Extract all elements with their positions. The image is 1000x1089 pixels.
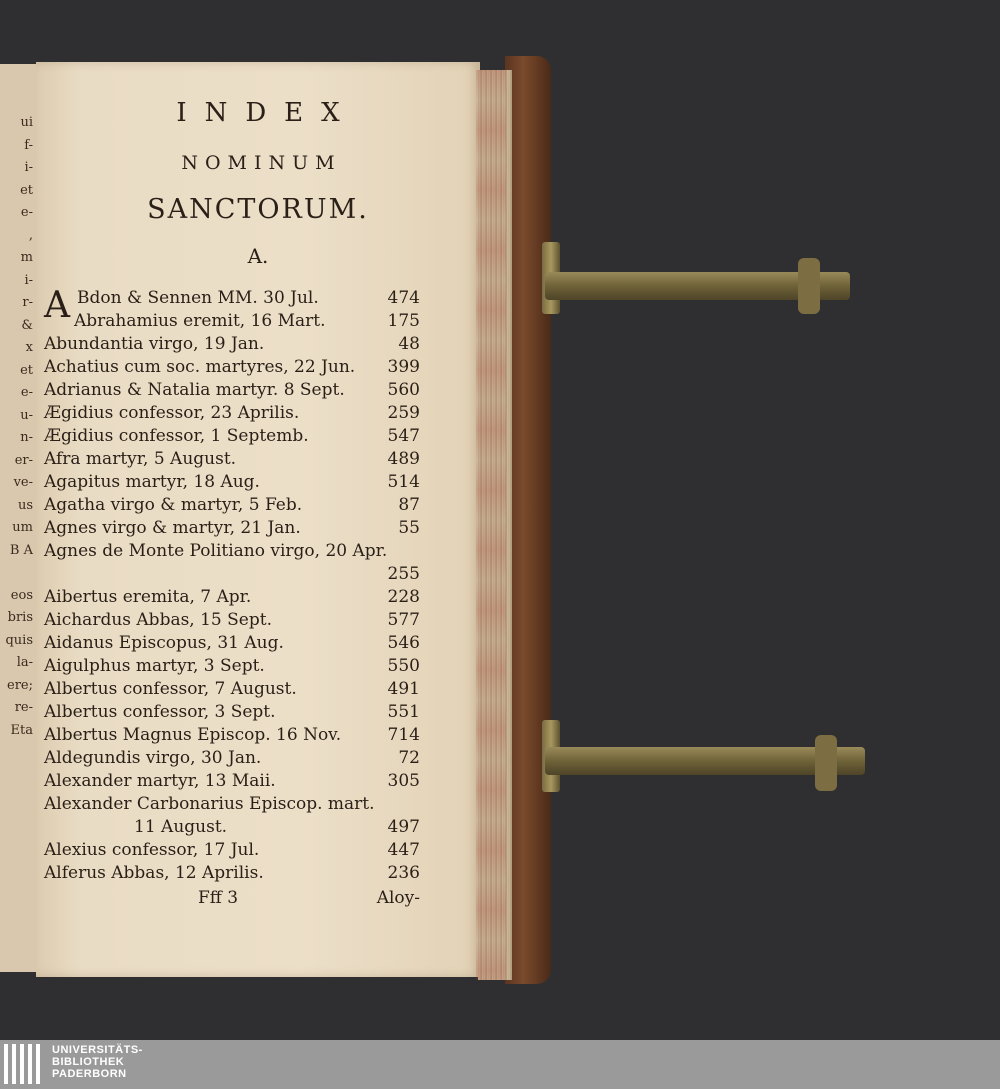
entry-name: Alexius confessor, 17 Jul.: [44, 840, 260, 860]
index-entry-list: [44, 287, 420, 885]
entry-page-number: 87: [398, 495, 420, 515]
entry-page-number: 55: [398, 518, 420, 538]
index-entry: [44, 448, 420, 471]
index-entry: [44, 586, 420, 609]
index-entry: [44, 310, 420, 333]
entry-name: Agapitus martyr, 18 Aug.: [44, 472, 260, 492]
page-edges-tint: [476, 70, 506, 980]
signature-mark: Fff 3: [198, 888, 239, 908]
entry-name: Aigulphus martyr, 3 Sept.: [44, 656, 265, 676]
index-entry: [44, 747, 420, 770]
entry-name: Aidanus Episcopus, 31 Aug.: [44, 633, 284, 653]
entry-page-number: 447: [387, 840, 420, 860]
entry-page-number: 514: [387, 472, 420, 492]
index-entry: [44, 540, 420, 563]
library-logo-icon: [4, 1044, 44, 1084]
entry-name: Agnes virgo & martyr, 21 Jan.: [44, 518, 301, 538]
entry-page-number: 551: [387, 702, 420, 722]
entry-page-number: 305: [387, 771, 420, 791]
index-entry: [44, 793, 420, 816]
entry-name: Albertus confessor, 3 Sept.: [44, 702, 276, 722]
entry-name: Alexander Carbonarius Episcop. mart.: [44, 794, 375, 814]
entry-page-number: 560: [387, 380, 420, 400]
entry-page-number: 474: [387, 288, 420, 308]
entry-name: Aichardus Abbas, 15 Sept.: [44, 610, 272, 630]
clasp-top-end: [798, 258, 820, 314]
index-entry: [44, 402, 420, 425]
entry-page-number: 236: [387, 863, 420, 883]
entry-name: Agatha virgo & martyr, 5 Feb.: [44, 495, 303, 515]
index-entry: [44, 770, 420, 793]
entry-name: Albertus Magnus Episcop. 16 Nov.: [44, 725, 342, 745]
entry-name: Alexander martyr, 13 Maii.: [44, 771, 276, 791]
index-entry: [44, 471, 420, 494]
library-banner: [0, 1040, 1000, 1089]
index-entry: [44, 724, 420, 747]
index-entry: [44, 655, 420, 678]
index-entry: [44, 517, 420, 540]
index-entry: [44, 839, 420, 862]
entry-page-number: 547: [387, 426, 420, 446]
entry-page-number: 497: [387, 817, 420, 837]
entry-name: Abrahamius eremit, 16 Mart.: [74, 311, 326, 331]
catchword: Aloy-: [376, 888, 420, 908]
entry-page-number: 714: [387, 725, 420, 745]
entry-page-number: 399: [387, 357, 420, 377]
drop-cap: A: [44, 285, 70, 326]
index-subtitle-2: SANCTORUM.: [147, 194, 369, 225]
index-entry: [44, 287, 420, 310]
clasp-bottom-end: [815, 735, 837, 791]
entry-page-number: 550: [387, 656, 420, 676]
entry-name: Abundantia virgo, 19 Jan.: [44, 334, 265, 354]
index-entry: [44, 494, 420, 517]
entry-name: Ægidius confessor, 23 Aprilis.: [44, 403, 300, 423]
index-entry: [44, 632, 420, 655]
index-entry: [44, 333, 420, 356]
index-entry: [44, 425, 420, 448]
entry-name: Achatius cum soc. martyres, 22 Jun.: [44, 357, 356, 377]
index-entry: [44, 862, 420, 885]
entry-page-number: 259: [387, 403, 420, 423]
index-entry: [44, 678, 420, 701]
entry-name: Agnes de Monte Politiano virgo, 20 Apr.: [44, 541, 388, 561]
entry-name: Aldegundis virgo, 30 Jan.: [44, 748, 262, 768]
index-title: INDEX: [176, 98, 358, 128]
entry-name: Aibertus eremita, 7 Apr.: [44, 587, 252, 607]
left-page-text: ui f- i- et e- , m i- r- & x et e- u- n- er- ve- us um B A eos bris quis la- ere; re- Eta: [5, 115, 33, 738]
entry-name: Alferus Abbas, 12 Aprilis.: [44, 863, 264, 883]
entry-name: Adrianus & Natalia martyr. 8 Sept.: [44, 380, 345, 400]
index-entry: [44, 816, 420, 839]
entry-page-number: 491: [387, 679, 420, 699]
entry-page-number: 546: [387, 633, 420, 653]
index-entry: [44, 563, 420, 586]
entry-name: Ægidius confessor, 1 Septemb.: [44, 426, 309, 446]
left-page-fragment: [0, 64, 38, 972]
entry-page-number: 48: [398, 334, 420, 354]
entry-name: Bdon & Sennen MM. 30 Jul.: [77, 288, 319, 308]
entry-page-number: 489: [387, 449, 420, 469]
index-entry: [44, 356, 420, 379]
index-subtitle: NOMINUM: [181, 152, 342, 174]
index-entry: [44, 701, 420, 724]
index-entry: [44, 379, 420, 402]
entry-name: Albertus confessor, 7 August.: [44, 679, 297, 699]
entry-page-number: 228: [387, 587, 420, 607]
entry-page-number: 255: [387, 564, 420, 584]
section-letter: A.: [247, 244, 269, 268]
page-footer: [44, 888, 420, 912]
entry-name: Afra martyr, 5 August.: [44, 449, 237, 469]
entry-page-number: 577: [387, 610, 420, 630]
library-name: UNIVERSITÄTS- BIBLIOTHEK PADERBORN: [52, 1044, 143, 1080]
index-entry: [44, 609, 420, 632]
entry-name: 11 August.: [134, 817, 228, 837]
entry-page-number: 72: [398, 748, 420, 768]
entry-page-number: 175: [387, 311, 420, 331]
